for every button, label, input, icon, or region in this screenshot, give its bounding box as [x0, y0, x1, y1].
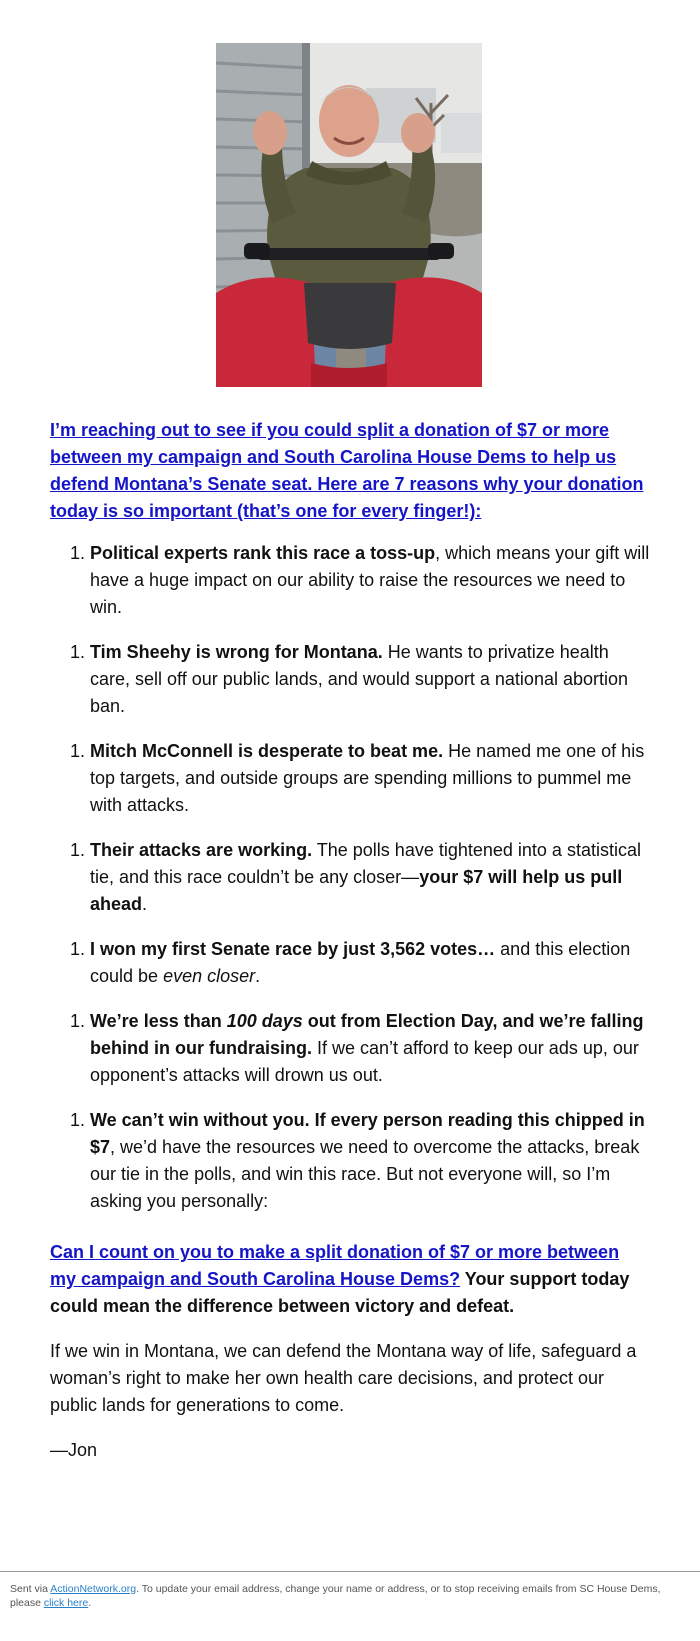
list-item: [50, 936, 650, 990]
footer-suffix: .: [88, 1597, 92, 1609]
list-item: [50, 540, 650, 621]
reason-text: The polls have tightened into a statistical tie, and this race couldn’t be any closer—: [90, 840, 641, 887]
list-number: 1.: [70, 642, 86, 662]
list-item: [50, 1107, 650, 1215]
reason-heading: Mitch McConnell is desperate to beat me.: [90, 741, 444, 761]
list-number: 1.: [70, 741, 86, 761]
signature: —Jon: [50, 1440, 98, 1460]
intro-paragraph: [50, 417, 650, 525]
cta-paragraph: [50, 1239, 650, 1320]
intro-donate-link[interactable]: I’m reaching out to see if you could split a donation of $7 or more between my campaign and South Carolina House Dems to help us defend Montana’s Senate seat. Here are 7 reasons why your donation today is so important (that’s one for every finger!):: [50, 420, 644, 521]
list-item: [50, 837, 650, 918]
actionnetwork-link[interactable]: ActionNetwork.org: [50, 1583, 137, 1595]
reason-heading-end: out from Election Day, and we’re falling behind in our fundraising.: [90, 1011, 644, 1058]
unsubscribe-link[interactable]: click here: [43, 1597, 89, 1609]
reason-heading: Their attacks are working.: [90, 840, 313, 860]
reason-text-end: .: [142, 894, 148, 914]
list-number: 1.: [70, 543, 86, 563]
email-body: [50, 0, 650, 1464]
reason-text: and this election could be: [90, 939, 631, 986]
cta-bold-text: Your support today could mean the difference between victory and defeat.: [50, 1269, 630, 1316]
email-footer: [0, 1571, 700, 1610]
cta-donate-link[interactable]: Can I count on you to make a split donation of $7 or more between my campaign and South Carolina House Dems?: [50, 1242, 620, 1289]
reason-heading: I won my first Senate race by just 3,562 votes…: [90, 939, 496, 959]
reason-text: He named me one of his top targets, and outside groups are spending millions to pummel me with attacks.: [90, 741, 645, 815]
list-item: [50, 1008, 650, 1089]
footer-prefix: Sent via: [10, 1583, 51, 1595]
reason-heading: Tim Sheehy is wrong for Montana.: [90, 642, 383, 662]
reason-text-end: .: [255, 966, 261, 986]
footer-middle: . To update your email address, change your name or address, or to stop receiving emails from SC House Dems, please: [10, 1583, 661, 1609]
reason-italic: even closer: [163, 966, 256, 986]
reason-emphasis: your $7 will help us pull ahead: [90, 867, 623, 914]
list-number: 1.: [70, 1011, 86, 1031]
reason-heading: We can’t win without you. If every person reading this chipped in $7: [90, 1110, 645, 1157]
reason-text: If we can’t afford to keep our ads up, our opponent’s attacks will drown us out.: [90, 1038, 639, 1085]
list-item: [50, 639, 650, 720]
reason-text: , which means your gift will have a huge impact on our ability to raise the resources we need to win.: [90, 543, 650, 617]
reason-heading: Political experts rank this race a toss-up: [90, 543, 436, 563]
list-number: 1.: [70, 939, 86, 959]
reason-text: , we’d have the resources we need to overcome the attacks, break our tie in the polls, and win this race. But not everyone will, so I’m asking you personally:: [90, 1137, 640, 1211]
reason-text: He wants to privatize health care, sell off our public lands, and would support a national abortion ban.: [90, 642, 629, 716]
reason-heading-italic: 100 days: [226, 1011, 303, 1031]
reason-heading-start: We’re less than: [90, 1011, 227, 1031]
reasons-list: [50, 540, 650, 1215]
list-number: 1.: [70, 840, 86, 860]
hero-photo: [216, 43, 482, 387]
closing-paragraph: If we win in Montana, we can defend the Montana way of life, safeguard a woman’s right to make her own health care decisions, and protect our public lands for generations to come.: [50, 1341, 637, 1415]
list-item: [50, 738, 650, 819]
list-number: 1.: [70, 1110, 86, 1130]
